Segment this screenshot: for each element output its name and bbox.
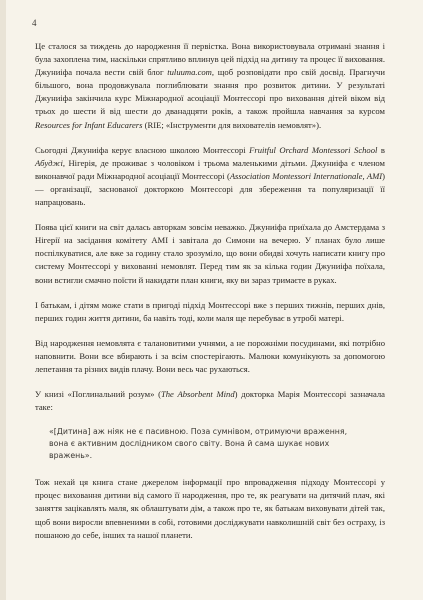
paragraph-1 [35, 40, 385, 132]
paragraph-6 [35, 388, 385, 414]
paragraph-3: Поява цієї книги на світ далась авторкам зовсім неважко. Джуниіфа приїхала до Амстердама з Нігерії на засідання комітету AMI і завітала до Симони на вечерю. У планах було лише поспілкуватися, але вже за годину стало зрозуміло, що вони обидві хочуть написати книгу про систему Монтессорі у вихованні немовлят. Перед тим як за кілька годин Джуниіфа поїхала, вони встигли смачно поїсти й накидати план книги, яку ви зараз тримаєте в руках. [35, 222, 385, 285]
paragraph-2-part-a: Сьогодні Джуниіфа керує власною школою Монтессорі [35, 144, 250, 155]
book-title: The Absorbent Mind [160, 389, 235, 400]
paragraph-7: Тож нехай ця книга стане джерелом інформації про впровадження підходу Монтессорі у процес виховання дитини від самого її народження, про те, як реагувати на дитячий плач, які заняття зацікавлять маля, як облаштувати дім, а також про те, як батькам виховувати дітей так, щоб вони виросли впевненими в собі, готовими досліджувати навколишній світ без остраху, із пошаною до себе, інших та нашої планети. [35, 477, 385, 540]
school-name: Fruitful Orchard Montessori School [249, 144, 378, 155]
paragraph-5: Від народження немовлята є талановитими учнями, а не порожніми посудинами, які потрібно наповнити. Вони все вбирають і за всім спостерігають. Малюки комунікують за допомогою лепетання та різних видів плачу. Вони весь час рухаються. [35, 337, 385, 374]
paragraph-2-part-g: ) — організації, заснованої докторкою Монтессорі для збереження та популяризації її напрацювань. [35, 170, 385, 208]
course-name: Resources for Infant Educarers [35, 119, 143, 130]
association-name: Association Montessori Internationale, AMI [229, 170, 383, 181]
page-number: 4 [32, 18, 37, 28]
paragraph-6-part-c: ) докторка Марія Монтессорі зазначала таке: [35, 389, 385, 413]
paragraph-2 [35, 144, 385, 209]
paragraph-2-part-c: в [377, 144, 385, 155]
paragraph-1-part-e: (RIE; «Інструменти для вихователів немовлят»). [142, 119, 322, 130]
paragraph-1-part-c: , щоб розповідати про свій досвід. Прагнучи більшого, вона продовжувала поглиблювати знання про розвиток дитини. У результаті Джуниіфа закінчила курс Міжнародної асоціації Монтессорі про виховання дітей віком від трьох до шести й від шести до дванадцяти років, а також пройшла навчання за курсом [35, 67, 385, 117]
city-name: Абуджі [35, 157, 63, 168]
block-quote: «[Дитина] аж ніяк не є пасивною. Поза сумнівом, отримуючи враження, вона є активним дослідником свого світу. Вона й сама шукає нових вражень». [49, 427, 348, 461]
blog-name: tuluuma.com [167, 67, 212, 78]
paragraph-4: І батькам, і дітям може стати в пригоді підхід Монтессорі вже з перших тижнів, перших днів, перших годин життя дитини, ба навіть тоді, коли маля ще перебуває в утробі матері. [35, 299, 385, 323]
paragraph-1-part-a: Це сталося за тиждень до народження її первістка. Вона використовувала отримані знання і була захоплена тим, наскільки спрятливо вплинув цей підхід на дитину та процес її виховання. Джуниіфа почала вести свій блог [35, 41, 385, 78]
page-body [35, 40, 385, 554]
paragraph-2-part-e: , Нігерія, де проживає з чоловіком і трьома маленькими дітьми. Джуниіфа є членом виконавчої ради Міжнародної асоціації Монтессорі ( [35, 157, 385, 181]
paragraph-6-part-a: У книзі «Поглинальний розум» ( [35, 389, 161, 400]
